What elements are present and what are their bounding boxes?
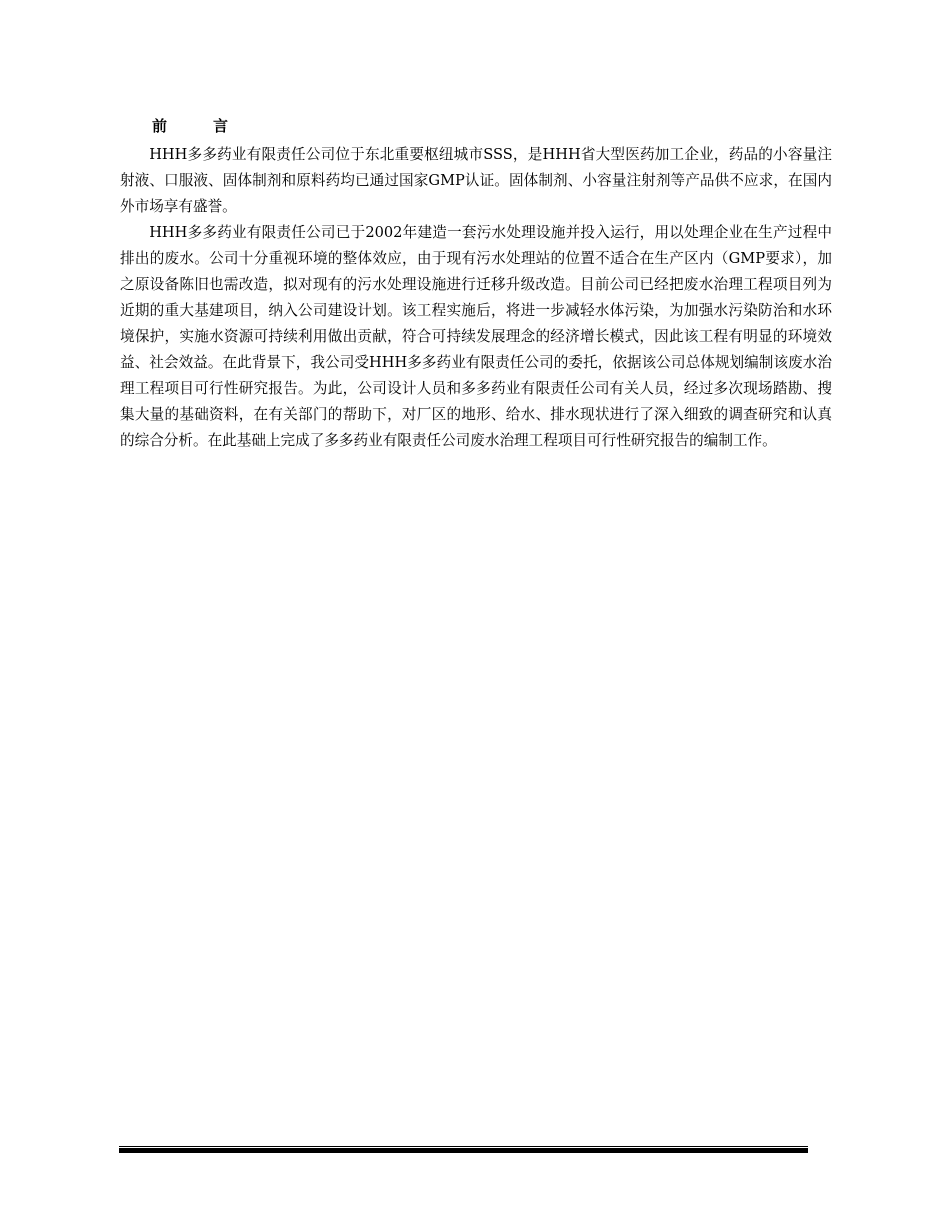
footer-divider-thick-line bbox=[119, 1148, 808, 1153]
footer-divider bbox=[119, 1146, 808, 1153]
section-heading: 前言 bbox=[152, 117, 275, 135]
background-paragraph: HHH多多药业有限责任公司已于2002年建造一套污水处理设施并投入运行，用以处理企业在生产过程中排出的废水。公司十分重视环境的整体效应，由于现有污水处理站的位置不适合在生产区内（GMP要求），加之原设备陈旧也需改造，拟对现有的污水处理设施进行迁移升级改造。目前公司已经把废水治理工程项目列为近期的重大基建项目，纳入公司建设计划。该工程实施后，将进一步减轻水体污染，为加强水污染防治和水环境保护，实施水资源可持续利用做出贡献，符合可持续发展理念的经济增长模式，因此该工程有明显的环境效益、社会效益。在此背景下，我公司受HHH多多药业有限责任公司的委托，依据该公司总体规划编制该废水治理工程项目可行性研究报告。为此，公司设计人员和多多药业有限责任公司有关人员，经过多次现场踏勘、搜集大量的基础资料，在有关部门的帮助下，对厂区的地形、给水、排水现状进行了深入细致的调查研究和认真的综合分析。在此基础上完成了多多药业有限责任公司废水治理工程项目可行性研究报告的编制工作。 bbox=[120, 224, 832, 449]
body-text bbox=[120, 142, 832, 454]
intro-paragraph: HHH多多药业有限责任公司位于东北重要枢纽城市SSS，是HHH省大型医药加工企业，药品的小容量注射液、口服液、固体制剂和原料药均已通过国家GMP认证。固体制剂、小容量注射剂等产品供不应求，在国内外市场享有盛誉。 bbox=[120, 146, 832, 215]
